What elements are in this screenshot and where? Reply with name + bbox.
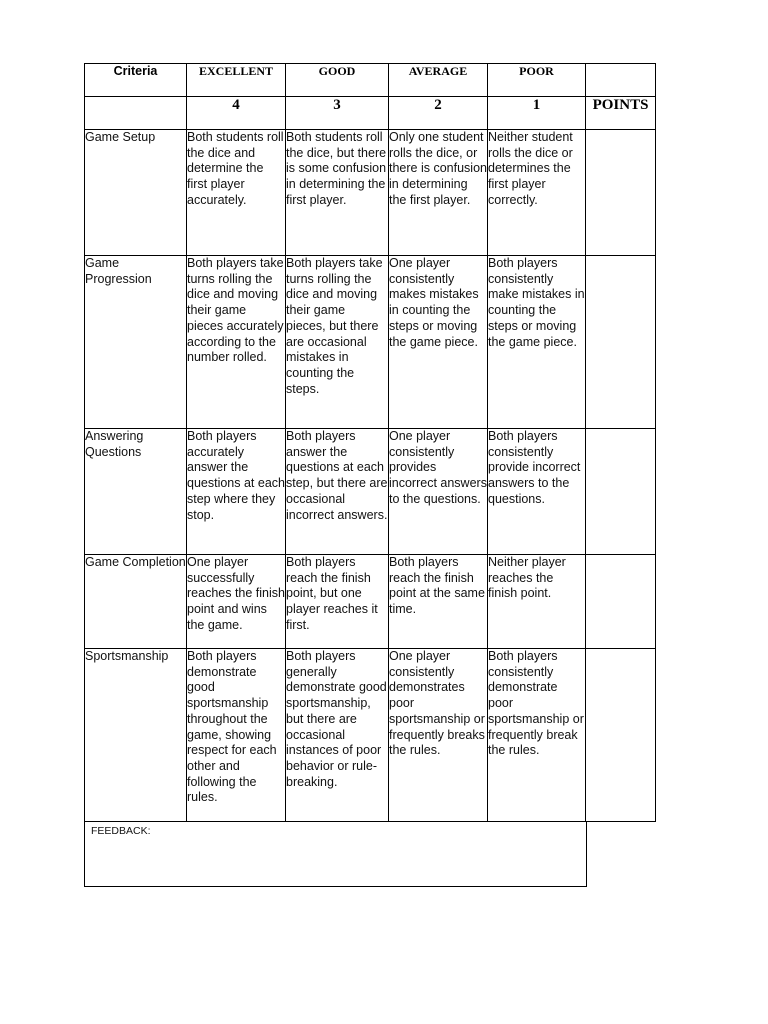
- good-cell: Both players take turns rolling the dice and moving their game pieces, but there are occasional mistakes in counting the steps.: [286, 256, 389, 429]
- average-cell: Both players reach the finish point at the same time.: [389, 555, 488, 649]
- excellent-cell: Both players accurately answer the questions at each step where they stop.: [187, 429, 286, 555]
- score-1: 1: [488, 97, 586, 130]
- poor-cell: Both players consistently demonstrate poor sportsmanship or frequently break the rules.: [488, 649, 586, 822]
- excellent-cell: Both players demonstrate good sportsmanship throughout the game, showing respect for each other and following the rules.: [187, 649, 286, 822]
- criteria-header: Criteria: [85, 64, 187, 97]
- points-cell[interactable]: [586, 555, 656, 649]
- criteria-cell: Game Setup: [85, 130, 187, 256]
- average-cell: One player consistently demonstrates poor sportsmanship or frequently breaks the rules.: [389, 649, 488, 822]
- level-header-good: GOOD: [286, 64, 389, 97]
- points-cell[interactable]: [586, 256, 656, 429]
- poor-cell: Both players consistently provide incorrect answers to the questions.: [488, 429, 586, 555]
- criteria-cell: Game Completion: [85, 555, 187, 649]
- header-row-levels: [85, 64, 656, 97]
- good-cell: Both students roll the dice, but there is some confusion in determining the first player.: [286, 130, 389, 256]
- score-2: 2: [389, 97, 488, 130]
- score-header-blank: [85, 97, 187, 130]
- average-cell: Only one student rolls the dice, or there is confusion in determining the first player.: [389, 130, 488, 256]
- excellent-cell: One player successfully reaches the finish point and wins the game.: [187, 555, 286, 649]
- points-cell[interactable]: [586, 649, 656, 822]
- score-3: 3: [286, 97, 389, 130]
- score-4: 4: [187, 97, 286, 130]
- rubric-table: [84, 63, 656, 822]
- level-header-poor: POOR: [488, 64, 586, 97]
- criteria-cell: Sportsmanship: [85, 649, 187, 822]
- excellent-cell: Both players take turns rolling the dice and moving their game pieces accurately according to the number rolled.: [187, 256, 286, 429]
- feedback-box[interactable]: [84, 821, 587, 887]
- header-row-scores: [85, 97, 656, 130]
- level-header-average: AVERAGE: [389, 64, 488, 97]
- rubric-row-game-progression: [85, 256, 656, 429]
- average-cell: One player consistently provides incorrect answers to the questions.: [389, 429, 488, 555]
- good-cell: Both players generally demonstrate good sportsmanship, but there are occasional instances of poor behavior or rule-breaking.: [286, 649, 389, 822]
- points-header: POINTS: [586, 97, 656, 130]
- rubric-row-answering-questions: [85, 429, 656, 555]
- poor-cell: Neither player reaches the finish point.: [488, 555, 586, 649]
- good-cell: Both players reach the finish point, but one player reaches it first.: [286, 555, 389, 649]
- average-cell: One player consistently makes mistakes in counting the steps or moving the game piece.: [389, 256, 488, 429]
- points-header-blank: [586, 64, 656, 97]
- criteria-cell: Answering Questions: [85, 429, 187, 555]
- criteria-cell: Game Progression: [85, 256, 187, 429]
- excellent-cell: Both students roll the dice and determine the first player accurately.: [187, 130, 286, 256]
- feedback-label: FEEDBACK:: [91, 825, 151, 837]
- rubric-row-sportsmanship: [85, 649, 656, 822]
- rubric-row-game-setup: [85, 130, 656, 256]
- points-cell[interactable]: [586, 429, 656, 555]
- level-header-excellent: EXCELLENT: [187, 64, 286, 97]
- poor-cell: Neither student rolls the dice or determines the first player correctly.: [488, 130, 586, 256]
- good-cell: Both players answer the questions at each step, but there are occasional incorrect answers.: [286, 429, 389, 555]
- points-cell[interactable]: [586, 130, 656, 256]
- rubric-row-game-completion: [85, 555, 656, 649]
- poor-cell: Both players consistently make mistakes in counting the steps or moving the game piece.: [488, 256, 586, 429]
